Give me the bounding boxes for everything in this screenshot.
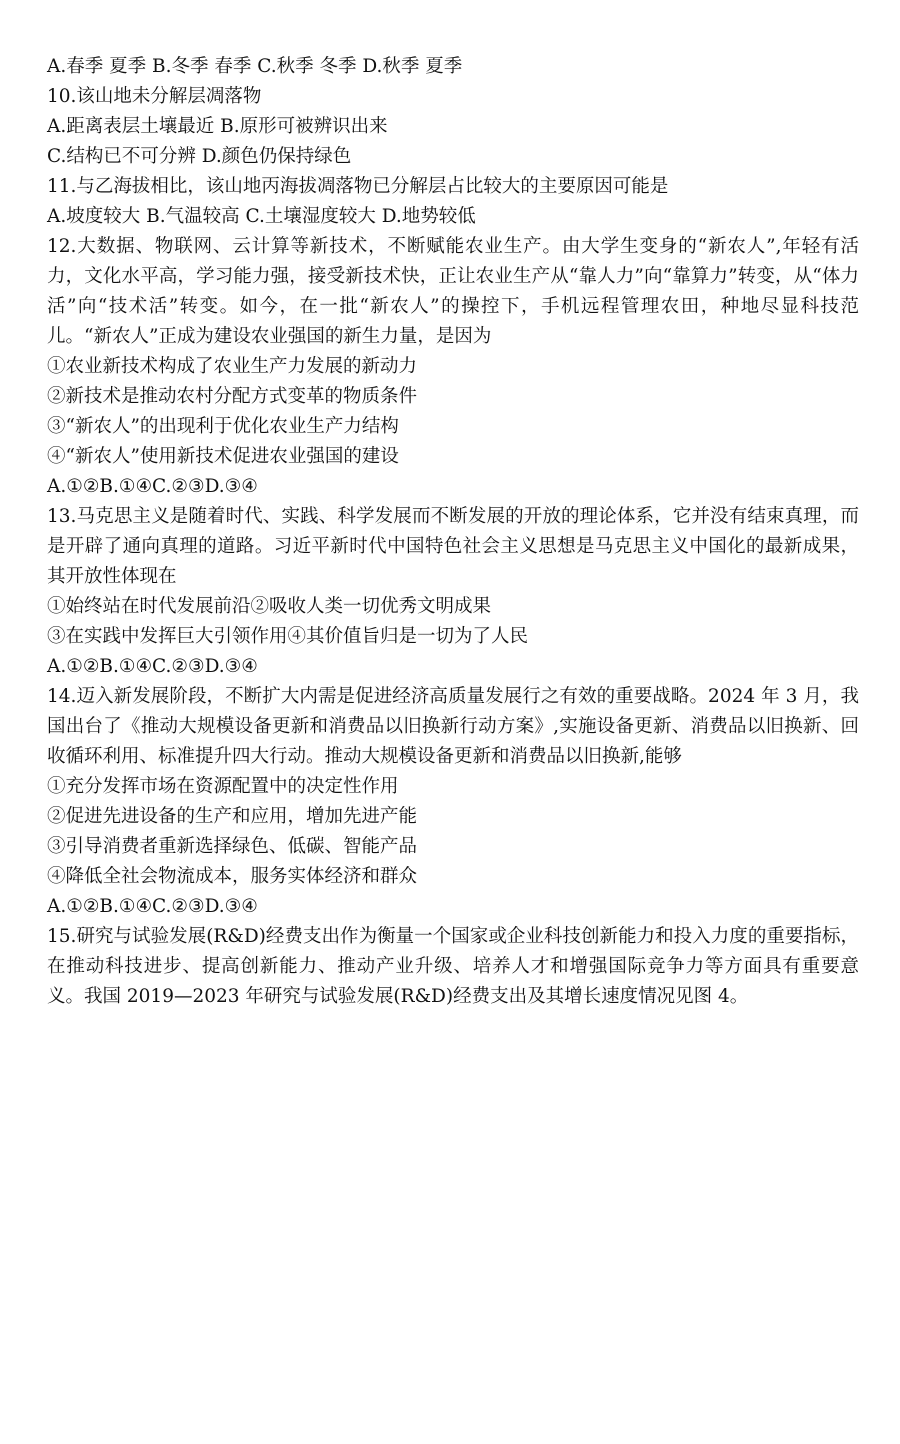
q12-item-4: ④“新农人”使用新技术促进农业强国的建设 <box>47 446 399 467</box>
q14-stem: 14.迈入新发展阶段，不断扩大内需是促进经济高质量发展行之有效的重要战略。2024 年 3 月，我国出台了《推动大规模设备更新和消费品以旧换新行动方案》,实施设备更新、消费品以旧换新、回收循环利用、标准提升四大行动。推动大规模设备更新和消费品以旧换新,能够 <box>47 686 859 767</box>
q14-item-2: ②促进先进设备的生产和应用，增加先进产能 <box>47 806 418 827</box>
q14-item-4: ④降低全社会物流成本，服务实体经济和群众 <box>47 866 418 887</box>
q13-stem: 13.马克思主义是随着时代、实践、科学发展而不断发展的开放的理论体系，它并没有结束真理，而是开辟了通向真理的道路。习近平新时代中国特色社会主义思想是马克思主义中国化的最新成果，其开放性体现在 <box>47 506 859 587</box>
q11-options: A.坡度较大 B.气温较高 C.土壤湿度较大 D.地势较低 <box>47 206 476 227</box>
q12-item-3: ③“新农人”的出现利于优化农业生产力结构 <box>47 416 399 437</box>
q15-stem: 15.研究与试验发展(R&D)经费支出作为衡量一个国家或企业科技创新能力和投入力度的重要指标，在推动科技进步、提高创新能力、推动产业升级、培养人才和增强国际竞争力等方面具有重要意义。我国 2019—2023 年研究与试验发展(R&D)经费支出及其增长速度情况见图 4。 <box>47 926 859 1007</box>
q14-item-1: ①充分发挥市场在资源配置中的决定性作用 <box>47 776 399 797</box>
q12-item-2: ②新技术是推动农村分配方式变革的物质条件 <box>47 386 418 407</box>
q12-item-1: ①农业新技术构成了农业生产力发展的新动力 <box>47 356 418 377</box>
q14-item-3: ③引导消费者重新选择绿色、低碳、智能产品 <box>47 836 418 857</box>
q11-stem: 11.与乙海拔相比，该山地丙海拔凋落物已分解层占比较大的主要原因可能是 <box>47 176 669 197</box>
q13-options: A.①②B.①④C.②③D.③④ <box>47 656 258 677</box>
q14-options: A.①②B.①④C.②③D.③④ <box>47 896 258 917</box>
q13-items-3-4: ③在实践中发挥巨大引领作用④其价值旨归是一切为了人民 <box>47 626 529 647</box>
q10-options-cd: C.结构已不可分辨 D.颜色仍保持绿色 <box>47 146 352 167</box>
q9-options: A.春季 夏季 B.冬季 春季 C.秋季 冬季 D.秋季 夏季 <box>47 56 463 77</box>
q13-items-1-2: ①始终站在时代发展前沿②吸收人类一切优秀文明成果 <box>47 596 492 617</box>
q12-options: A.①②B.①④C.②③D.③④ <box>47 476 258 497</box>
q12-stem: 12.大数据、物联网、云计算等新技术，不断赋能农业生产。由大学生变身的“新农人”,年轻有活力，文化水平高，学习能力强，接受新技术快，正让农业生产从“靠人力”向“靠算力”转变，从“体力活”向“技术活”转变。如今，在一批“新农人”的操控下，手机远程管理农田，种地尽显科技范儿。“新农人”正成为建设农业强国的新生力量，是因为 <box>47 236 859 347</box>
document-page <box>47 52 859 1012</box>
q10-stem: 10.该山地未分解层凋落物 <box>47 86 262 107</box>
q10-options-ab: A.距离表层土壤最近 B.原形可被辨识出来 <box>47 116 388 137</box>
